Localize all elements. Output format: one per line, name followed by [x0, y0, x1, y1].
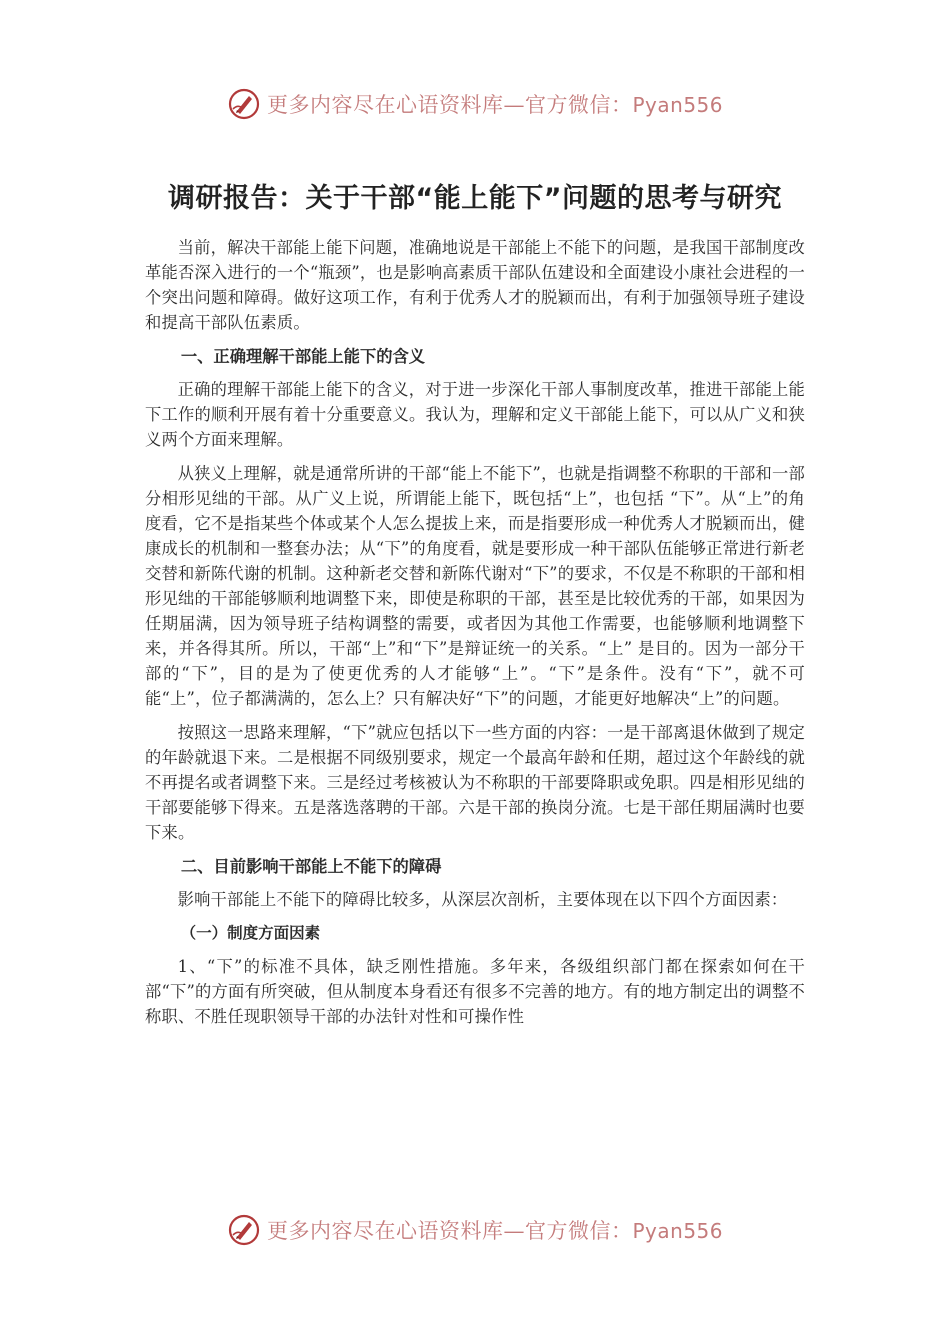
paragraph: 影响干部能上不能下的障碍比较多，从深层次剖析，主要体现在以下四个方面因素： — [177, 890, 788, 909]
paragraph: 从狭义上理解，就是通常所讲的干部“能上不能下”，也就是指调整不称职的干部和一部分相形见绌的干部。从广义上说，所谓能上能下，既包括“上”，也包括 “下”。从“上”的角度看，它不是指某些个体或某个人怎么提拔上来，而是指要形成一种优秀人才脱颖而出，健康成长的机制和一整套办法；从“下”的角度看，就是要形成一种干部队伍能够正常进行新老交替和新陈代谢的机制。这种新老交替和新陈代谢对“下”的要求，不仅是不称职的干部和相形见绌的干部能够顺利地调整下来，即使是称职的干部，甚至是比较优秀的干部，如果因为任期届满，因为领导班子结构调整的需要，或者因为其他工作需要，也能够顺利地调整下来，并各得其所。所以，干部“上”和“下”是辩证统一的关系。“上” 是目的。因为一部分干部的“下”，目的是为了使更优秀的人才能够“上”。“下”是条件。没有“下”，就不可能“上”，位子都满满的，怎么上？只有解决好“下”的问题，才能更好地解决“上”的问题。 — [145, 464, 805, 708]
document-title: 调研报告：关于干部“能上能下”问题的思考与研究 — [168, 183, 782, 214]
section-heading: 一、正确理解干部能上能下的含义 — [180, 347, 426, 366]
banner-text: 更多内容尽在心语资料库—官方微信：Pyan556 — [266, 93, 723, 117]
banner-text: 更多内容尽在心语资料库—官方微信：Pyan556 — [266, 1219, 723, 1243]
subsection-heading: （一）制度方面因素 — [180, 924, 321, 942]
header-watermark-banner — [0, 84, 950, 124]
paragraph: 按照这一思路来理解，“下”就应包括以下一些方面的内容：一是干部离退休做到了规定的年龄就退下来。二是根据不同级别要求，规定一个最高年龄和任期，超过这个年龄线的就不再提名或者调整下来。三是经过考核被认为不称职的干部要降职或免职。四是相形见绌的干部要能够下得来。五是落选落聘的干部。六是干部的换岗分流。七是干部任期届满时也要下来。 — [145, 723, 805, 842]
paragraph: 当前，解决干部能上能下问题，准确地说是干部能上不能下的问题，是我国干部制度改革能否深入进行的一个“瓶颈”，也是影响高素质干部队伍建设和全面建设小康社会进程的一个突出问题和障碍。做好这项工作，有利于优秀人才的脱颖而出，有利于加强领导班子建设和提高干部队伍素质。 — [145, 238, 805, 332]
pen-logo-icon — [227, 87, 261, 121]
pen-logo-icon — [227, 1213, 261, 1247]
section-heading: 二、目前影响干部能上不能下的障碍 — [180, 857, 442, 876]
document-body — [145, 176, 805, 1038]
paragraph: 1、“下”的标准不具体，缺乏刚性措施。多年来，各级组织部门都在探索如何在干部“下”的方面有所突破，但从制度本身看还有很多不完善的地方。有的地方制定出的调整不称职、不胜任现职领导干部的办法针对性和可操作性 — [145, 957, 805, 1026]
paragraph: 正确的理解干部能上能下的含义，对于进一步深化干部人事制度改革，推进干部能上能下工作的顺利开展有着十分重要意义。我认为，理解和定义干部能上能下，可以从广义和狭义两个方面来理解。 — [145, 380, 805, 449]
footer-watermark-banner — [0, 1210, 950, 1250]
